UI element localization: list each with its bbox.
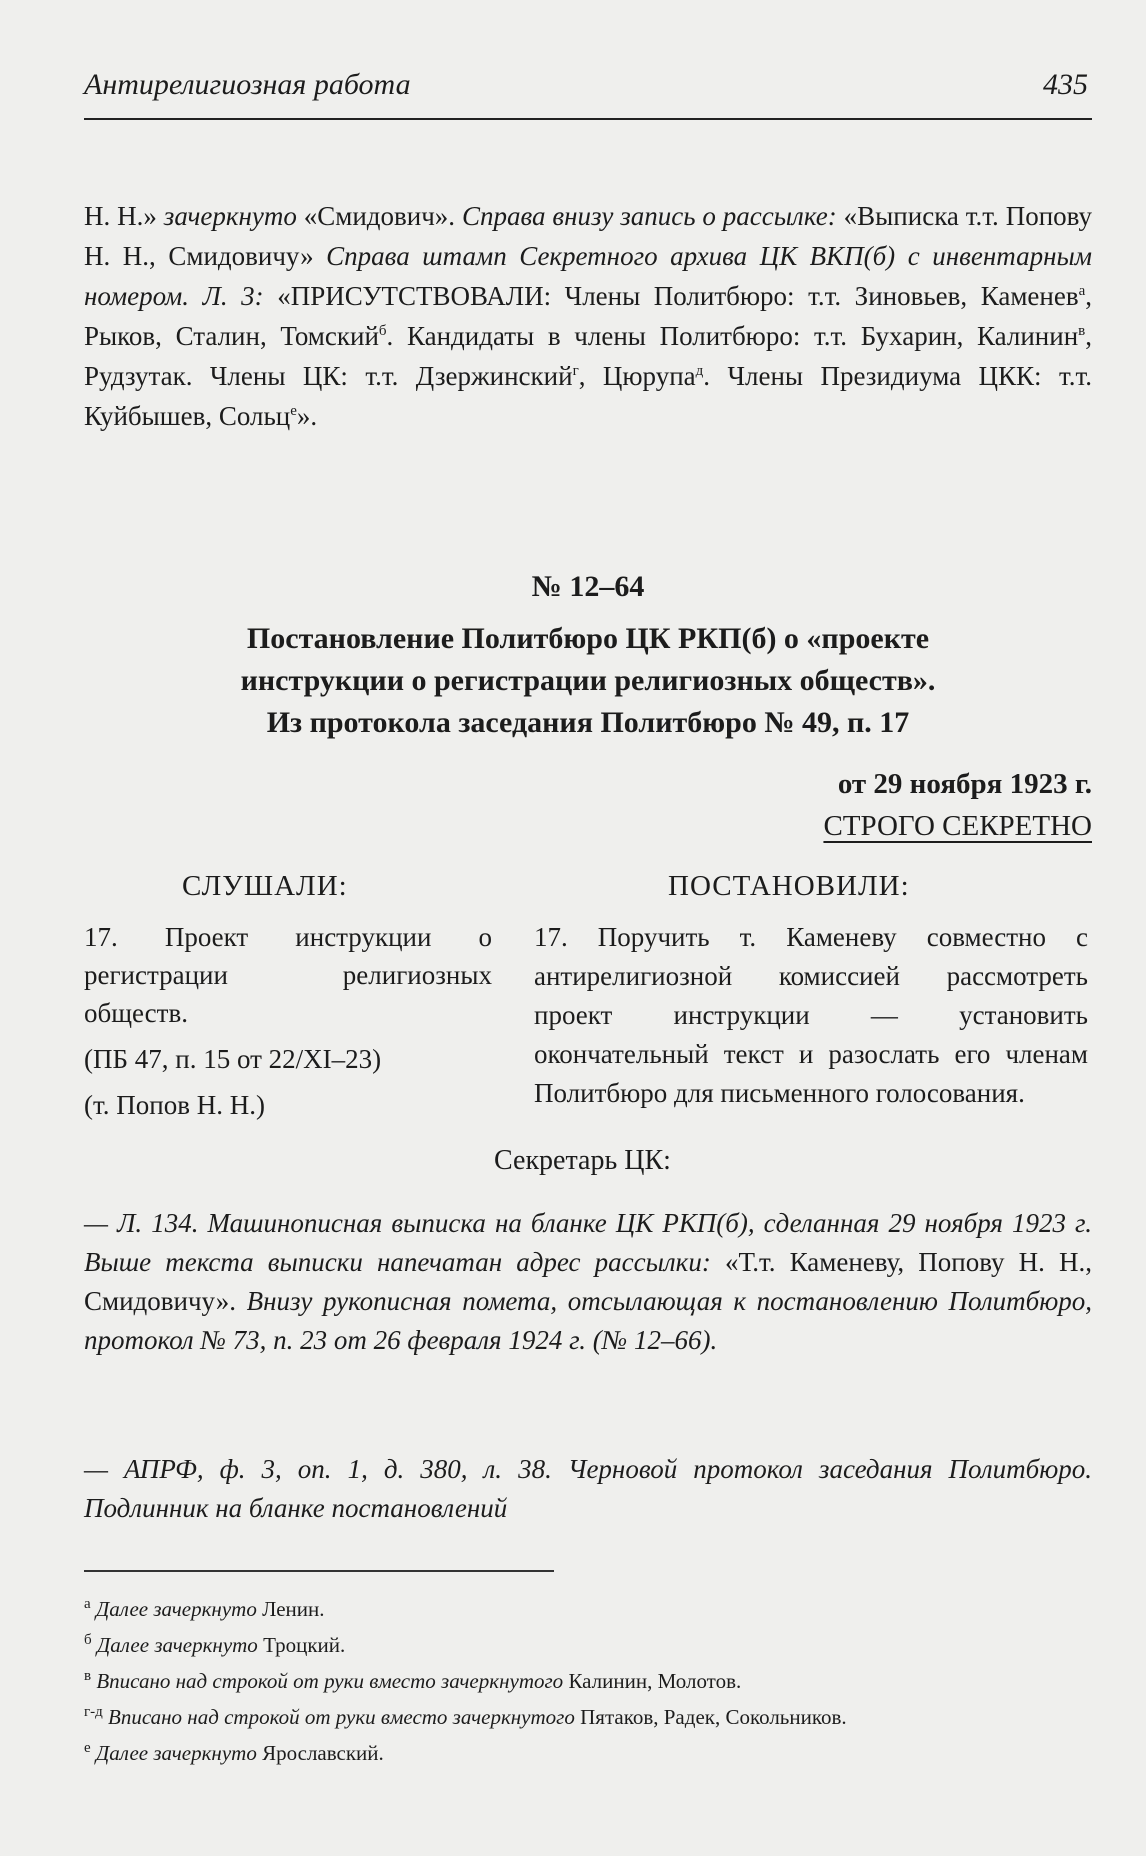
footnote: $^б$ Далее зачеркнуто Троцкий.	[84, 1632, 346, 1657]
intro-quote: . Члены Президиума ЦКК: т.т. Куйбышев, Сольц	[84, 361, 1092, 431]
right-column	[534, 918, 1088, 1121]
footnote-marker: а	[1078, 283, 1086, 299]
left-column-heading: СЛУШАЛИ:	[182, 870, 348, 902]
agenda-speaker: (т. Попов Н. Н.)	[84, 1090, 265, 1120]
right-column-heading: ПОСТАНОВИЛИ:	[668, 870, 910, 902]
footnote-marker: в	[1078, 323, 1086, 339]
agenda-reference: (ПБ 47, п. 15 от 22/XI–23)	[84, 1044, 382, 1074]
source-text: — Л. 134. Машинописная выписка на бланке ЦК РКП(б), сделанная 29 ноября 1923 г. Выше текста выписки напечатан адрес рассылки:	[84, 1208, 1092, 1277]
footnote: $^е$ Далее зачеркнуто Ярославский.	[84, 1740, 384, 1765]
title-line: инструкции о регистрации религиозных обществ».	[240, 664, 936, 697]
intro-note: зачеркнуто	[156, 201, 304, 231]
signature-line: Секретарь ЦК:	[494, 1145, 671, 1176]
intro-quote: , Цюрупа	[578, 361, 696, 391]
running-title: Антирелигиозная работа	[84, 68, 411, 101]
intro-quote: , Рудзутак. Члены ЦК: т.т. Дзержинский	[84, 321, 1092, 391]
intro-quote: . Кандидаты в члены Политбюро: т.т. Бухарин, Калинин	[386, 321, 1079, 351]
intro-quote: «ПРИСУТСТВОВАЛИ: Члены Политбюро: т.т. Зиновьев, Каменев	[277, 281, 1079, 311]
source-note	[84, 1204, 1092, 1360]
footnotes	[84, 1594, 1088, 1768]
title-line: Из протокола заседания Политбюро № 49, п. 17	[266, 706, 910, 739]
intro-note: Справа внизу запись о рассылке:	[455, 201, 844, 231]
document-title	[84, 618, 1092, 744]
source-text: Внизу рукописная помета, отсылающая к постановлению Политбюро, протокол № 73, п. 23 от 26 февраля 1924 г. (№ 12–66).	[84, 1286, 1092, 1355]
archive-text: — АПРФ, ф. 3, оп. 1, д. 380, л. 38. Черновой протокол заседания Политбюро. Подлинник на бланке постановлений	[84, 1454, 1092, 1523]
header-rule	[84, 118, 1092, 120]
archive-note	[84, 1450, 1092, 1528]
intro-paragraph	[84, 196, 1092, 436]
agenda-item: 17. Проект инструкции о регистрации религиозных обществ.	[84, 922, 492, 1028]
classification-stamp: СТРОГО СЕКРЕТНО	[823, 810, 1092, 842]
footnote: $^{г-д}$ Вписано над строкой от руки вместо зачеркнутого Пятаков, Радек, Сокольников.	[84, 1704, 847, 1729]
title-line: Постановление Политбюро ЦК РКП(б) о «проекте	[246, 622, 930, 655]
intro-text: «Смидович».	[303, 201, 456, 231]
resolution-text: 17. Поручить т. Каменеву совместно с антирелигиозной комиссией рассмотреть проект инструкции — установить окончательный текст и разослать его членам Политбюро для письменного голосования.	[534, 922, 1088, 1108]
intro-quote: , Рыков, Сталин, Томский	[84, 281, 1093, 351]
document-number: № 12–64	[531, 570, 645, 603]
left-column	[84, 918, 492, 1132]
source-quote: «Т.т. Каменеву, Попову Н. Н., Смидовичу».	[84, 1247, 1093, 1316]
intro-text: Н. Н.»	[84, 201, 157, 231]
intro-quote: «Выписка т.т. Попову Н. Н., Смидовичу»	[84, 201, 1092, 271]
intro-quote: ».	[296, 401, 318, 431]
document-date: от 29 ноября 1923 г.	[837, 768, 1092, 800]
footnote-marker: б	[378, 323, 387, 339]
page-number: 435	[1043, 68, 1088, 101]
footnote-rule	[84, 1570, 554, 1572]
footnote: $^в$ Вписано над строкой от руки вместо зачеркнутого Калинин, Молотов.	[84, 1668, 742, 1693]
intro-note: Справа штамп Секретного архива ЦК ВКП(б) с инвентарным номером. Л. 3:	[84, 241, 1092, 311]
footnote: $^а$ Далее зачеркнуто Ленин.	[84, 1596, 325, 1621]
running-head	[84, 68, 1088, 102]
footnote-marker: г	[572, 363, 579, 379]
footnote-marker: е	[290, 403, 297, 419]
footnote-marker: д	[695, 363, 704, 379]
